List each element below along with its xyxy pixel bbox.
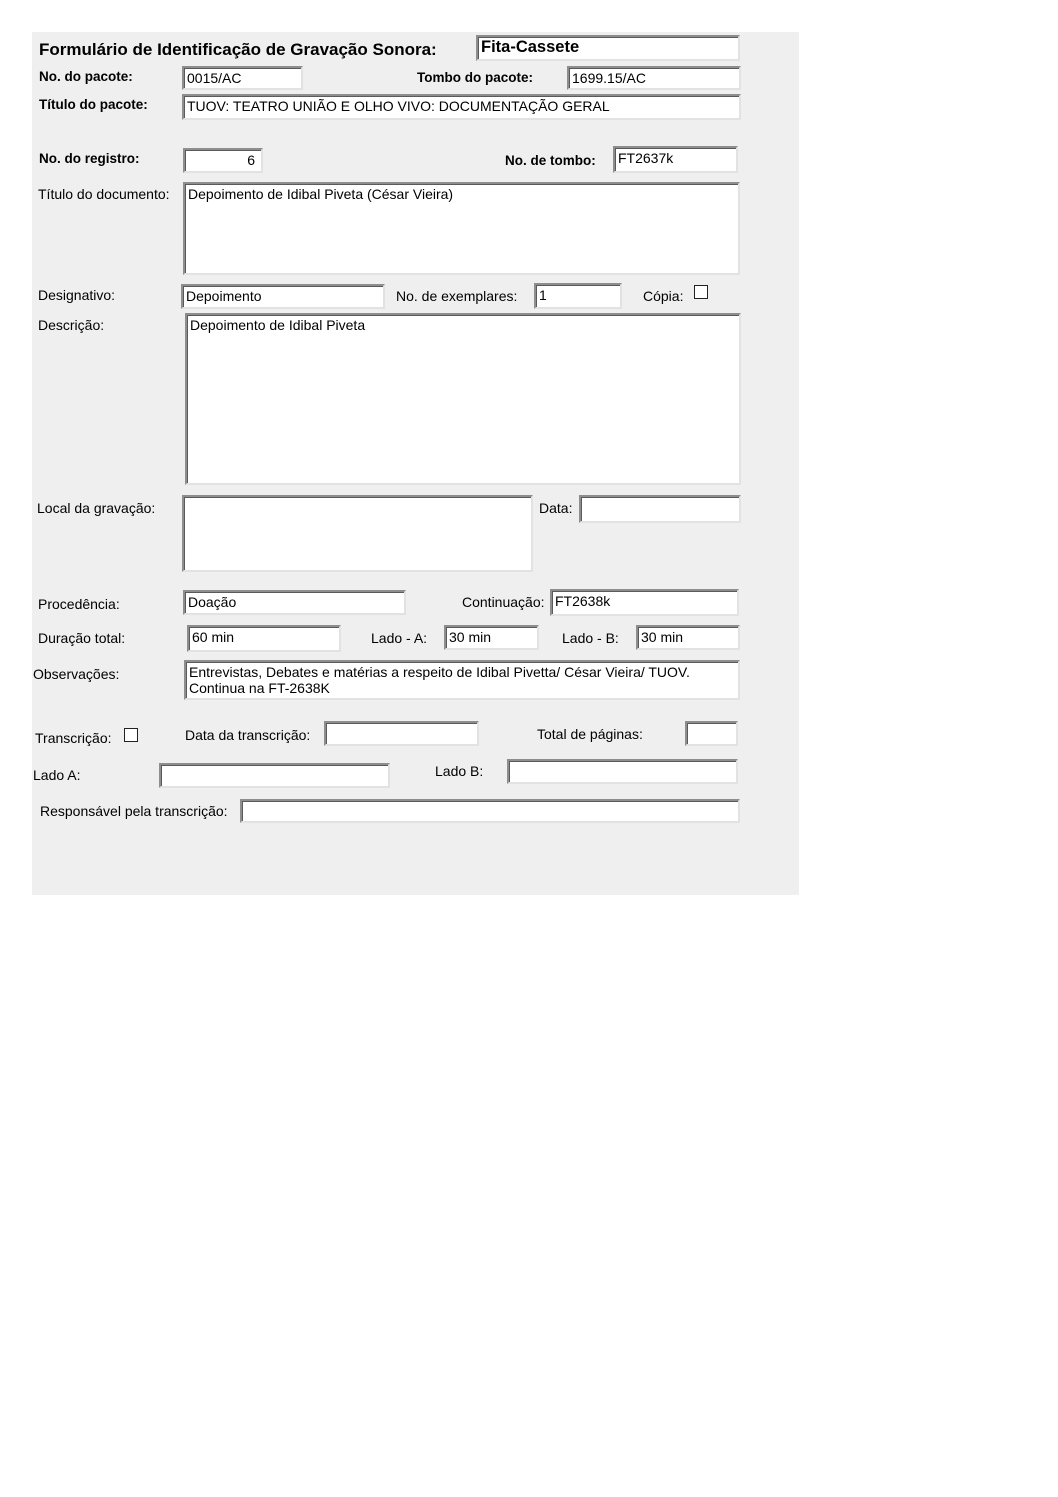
transcricao-lado-b-label: Lado B: [435,763,484,779]
transcricao-data-label: Data da transcrição: [185,727,311,743]
local-label: Local da gravação: [37,500,156,516]
copia-checkbox[interactable] [694,285,708,299]
data-label: Data: [539,500,573,516]
procedencia-label: Procedência: [38,596,120,612]
registry-number-label: No. do registro: [39,151,140,166]
package-tombo-label: Tombo do pacote: [417,70,533,85]
transcricao-data-field[interactable] [324,721,479,746]
copia-label: Cópia: [643,288,684,304]
package-title-label: Título do pacote: [39,97,148,112]
responsavel-field[interactable] [240,799,740,823]
continuacao-field[interactable]: FT2638k [550,589,739,616]
observacoes-label: Observações: [33,666,120,682]
continuacao-label: Continuação: [462,594,545,610]
package-tombo-field[interactable]: 1699.15/AC [567,66,741,90]
data-field[interactable] [579,495,741,523]
lado-a-label: Lado - A: [371,630,428,646]
responsavel-label: Responsável pela transcrição: [40,803,228,819]
package-number-label: No. do pacote: [39,69,133,84]
tombo-number-label: No. de tombo: [505,153,596,168]
local-field[interactable] [182,495,533,572]
lado-b-field[interactable]: 30 min [636,625,740,650]
transcricao-lado-a-label: Lado A: [33,767,81,783]
observacoes-field[interactable]: Entrevistas, Debates e matérias a respeito de Idibal Pivetta/ César Vieira/ TUOV. Continua na FT-2638K [184,660,740,700]
procedencia-field[interactable]: Doação [183,590,406,615]
package-number-field[interactable]: 0015/AC [182,66,303,90]
total-paginas-label: Total de páginas: [537,726,643,742]
exemplares-field[interactable]: 1 [534,283,622,309]
exemplares-label: No. de exemplares: [396,288,518,304]
designativo-label: Designativo: [38,287,116,303]
lado-a-field[interactable]: 30 min [444,625,539,650]
descricao-field[interactable]: Depoimento de Idibal Piveta [185,313,741,485]
media-type-field[interactable]: Fita-Cassete [476,35,740,61]
transcricao-label: Transcrição: [35,730,112,746]
document-title-label: Título do documento: [38,186,170,202]
registry-number-field[interactable]: 6 [183,148,263,173]
descricao-label: Descrição: [38,317,105,333]
duracao-label: Duração total: [38,630,126,646]
duracao-field[interactable]: 60 min [187,625,341,652]
form-title: Formulário de Identificação de Gravação Sonora: [39,40,437,59]
total-paginas-field[interactable] [685,721,738,746]
document-title-field[interactable]: Depoimento de Idibal Piveta (César Vieira) [183,182,740,275]
tombo-number-field[interactable]: FT2637k [613,146,738,173]
transcricao-lado-a-field[interactable] [159,763,390,788]
designativo-field[interactable]: Depoimento [181,284,385,309]
recording-form [32,32,799,895]
lado-b-label: Lado - B: [562,630,619,646]
package-title-field[interactable]: TUOV: TEATRO UNIÃO E OLHO VIVO: DOCUMENTAÇÃO GERAL [182,94,741,120]
transcricao-checkbox[interactable] [124,728,138,742]
transcricao-lado-b-field[interactable] [507,759,738,784]
